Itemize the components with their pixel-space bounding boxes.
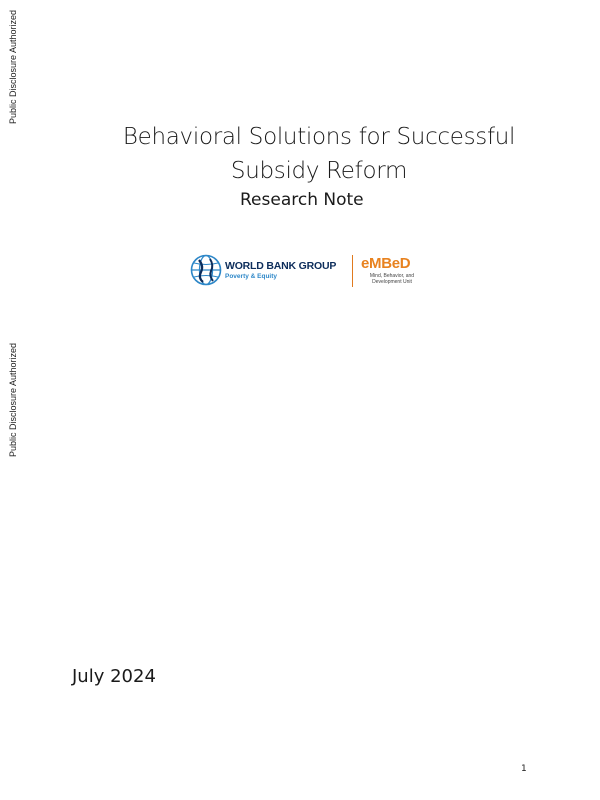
document-title	[0, 120, 600, 188]
embed-logo-name: eMBeD	[361, 255, 411, 272]
world-bank-logo-name: WORLD BANK GROUP	[225, 260, 337, 272]
document-subtitle: Research Note	[240, 190, 364, 210]
globe-icon	[190, 254, 222, 286]
disclosure-label-top: Public Disclosure Authorized	[8, 9, 18, 125]
logo-divider	[352, 255, 353, 287]
page-number: 1	[521, 764, 527, 774]
title-line-2: Subsidy Reform	[230, 158, 408, 184]
embed-logo-tagline: Mind, Behavior, and Development Unit	[369, 273, 415, 285]
logo-bar	[190, 254, 430, 290]
disclosure-label-middle: Public Disclosure Authorized	[8, 342, 18, 458]
world-bank-logo-tagline: Poverty & Equity	[225, 273, 278, 280]
title-line-1: Behavioral Solutions for Successful	[122, 124, 516, 150]
document-date: July 2024	[72, 666, 156, 687]
